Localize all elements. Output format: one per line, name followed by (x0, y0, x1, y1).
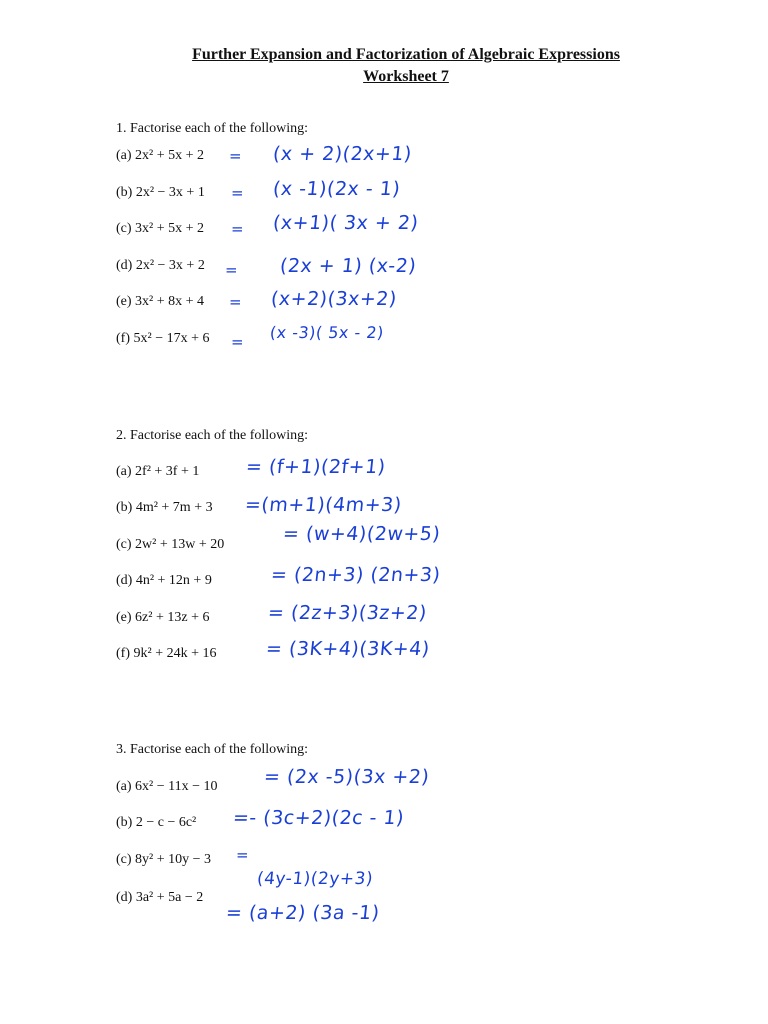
handwritten-answer-3a: = (2x -5)(3x +2) (262, 766, 431, 788)
handwritten-answer-1c: (x+1)( 3x + 2) (271, 212, 420, 234)
equals-sign: = (225, 261, 238, 279)
handwritten-answer-3c: (4y-1)(2y+3) (255, 869, 375, 889)
handwritten-answer-2f: = (3K+4)(3K+4) (264, 638, 431, 660)
question-3b (116, 815, 196, 831)
question-label: (d) (116, 573, 133, 588)
question-expression: 2x² − 3x + 1 (135, 185, 205, 200)
equals-sign: = (229, 147, 242, 165)
question-expression: 3x² + 5x + 2 (135, 221, 205, 236)
handwritten-answer-1d: (2x + 1) (x-2) (278, 255, 418, 277)
worksheet-title: Further Expansion and Factorization of Algebraic Expressions (192, 46, 620, 63)
question-label: (e) (116, 610, 132, 625)
equals-sign: = (229, 293, 242, 311)
question-expression: 6z² + 13z + 6 (135, 610, 210, 625)
handwritten-answer-1b: (x -1)(2x - 1) (271, 178, 402, 200)
question-label: (f) (116, 646, 130, 661)
question-expression: 5x² − 17x + 6 (133, 331, 210, 346)
question-label: (c) (116, 221, 132, 236)
question-label: (b) (116, 185, 133, 200)
handwritten-answer-1a: (x + 2)(2x+1) (271, 143, 413, 165)
question-expression: 3x² + 8x + 4 (135, 294, 205, 309)
question-expression: 6x² − 11x − 10 (135, 779, 218, 794)
handwritten-answer-3d: = (a+2) (3a -1) (224, 902, 381, 924)
handwritten-answer-2d: = (2n+3) (2n+3) (269, 564, 442, 586)
question-label: (a) (116, 779, 132, 794)
question-expression: 2w² + 13w + 20 (135, 537, 225, 552)
question-label: (a) (116, 148, 132, 163)
question-expression: 2f² + 3f + 1 (135, 464, 200, 479)
question-expression: 4n² + 12n + 9 (135, 573, 212, 588)
question-2b (116, 500, 213, 516)
equals-sign: = (231, 184, 244, 202)
question-1c (116, 221, 204, 237)
question-label: (c) (116, 852, 132, 867)
section-3-heading: 3. Factorise each of the following: (116, 742, 309, 757)
section-1-heading: 1. Factorise each of the following: (116, 121, 309, 136)
question-label: (a) (116, 464, 132, 479)
question-2d (116, 573, 212, 589)
question-2f (116, 646, 217, 662)
question-expression: 2x² − 3x + 2 (135, 258, 205, 273)
question-expression: 2 − c − 6c² (135, 815, 197, 830)
question-label: (d) (116, 890, 133, 905)
question-3d (116, 890, 203, 906)
worksheet-subtitle: Worksheet 7 (363, 68, 449, 85)
question-label: (f) (116, 331, 130, 346)
handwritten-answer-2c: = (w+4)(2w+5) (281, 523, 442, 545)
question-1a (116, 148, 204, 164)
question-1d (116, 258, 205, 274)
question-expression: 8y² + 10y − 3 (135, 852, 212, 867)
handwritten-answer-2a: = (f+1)(2f+1) (244, 456, 387, 478)
handwritten-answer-2e: = (2z+3)(3z+2) (266, 602, 428, 624)
question-expression: 4m² + 7m + 3 (135, 500, 213, 515)
equals-sign: = (231, 220, 244, 238)
question-expression: 9k² + 24k + 16 (133, 646, 217, 661)
question-label: (b) (116, 815, 133, 830)
question-1f (116, 331, 210, 347)
handwritten-answer-1f: (x -3)( 5x - 2) (269, 323, 385, 342)
question-expression: 2x² + 5x + 2 (135, 148, 205, 163)
question-expression: 3a² + 5a − 2 (135, 890, 204, 905)
question-label: (b) (116, 500, 133, 515)
handwritten-answer-1e: (x+2)(3x+2) (269, 288, 398, 310)
handwritten-answer-3b: =- (3c+2)(2c - 1) (231, 807, 406, 829)
question-2a (116, 464, 199, 480)
question-label: (e) (116, 294, 132, 309)
equals-sign: = (236, 846, 249, 864)
handwritten-answer-2b: =(m+1)(4m+3) (243, 494, 403, 516)
question-1e (116, 294, 204, 310)
question-1b (116, 185, 205, 201)
section-2-heading: 2. Factorise each of the following: (116, 428, 309, 443)
equals-sign: = (231, 333, 244, 351)
question-label: (c) (116, 537, 132, 552)
question-3c (116, 852, 211, 868)
question-2c (116, 537, 224, 553)
question-label: (d) (116, 258, 133, 273)
question-3a (116, 779, 218, 795)
question-2e (116, 610, 209, 626)
